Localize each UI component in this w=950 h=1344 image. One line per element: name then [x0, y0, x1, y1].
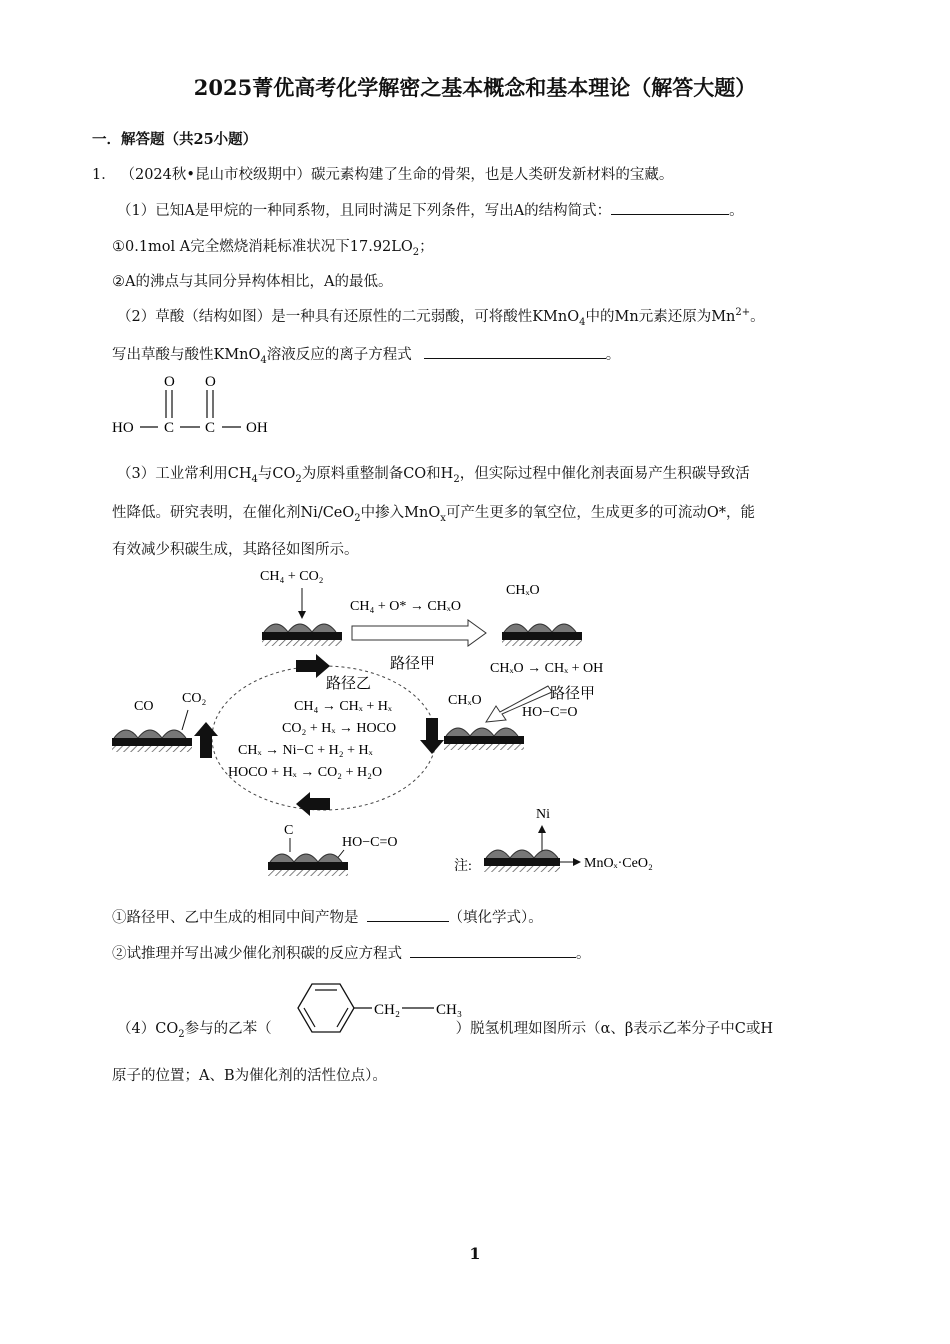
- answer-blank-4[interactable]: [410, 943, 576, 958]
- answer-blank-1[interactable]: [611, 200, 729, 215]
- condition-1-text: ①0.1mol A完全燃烧消耗标准状况下17.92LO: [112, 239, 413, 255]
- part3-line-1: （3）工业常利用$CH_4$与$CO_2$为原料重整制备CO和$H_2$，但实际过程中催化剂表面易产生积碳导致活: [117, 466, 750, 485]
- part2-text-c: 写出草酸与酸性KMnO: [112, 347, 261, 363]
- legend-catalyst: [484, 850, 560, 872]
- reactants-label: CH₄ + CO₂: [260, 569, 324, 584]
- note-label: 注:: [454, 859, 472, 874]
- part4-text: （4）CO: [117, 1021, 179, 1037]
- condition-1: ①0.1mol A完全燃烧消耗标准状况下$17.92LO_2$；: [112, 239, 434, 258]
- part3-text: 与CO: [257, 466, 296, 482]
- solid-arrow: [296, 654, 330, 678]
- punct: 。: [605, 347, 621, 363]
- ch3-label: CH₃: [436, 1002, 463, 1018]
- subq-text: ①路径甲、乙中生成的相同中间产物是: [112, 910, 359, 926]
- oxalic-acid-structure: [108, 368, 278, 444]
- section-heading: 一．解答题（共25小题）: [92, 131, 258, 148]
- mnox-ceo2-label: MnOₓ·CeO₂: [584, 856, 653, 871]
- hoco-label-2: HO−C=O: [342, 835, 398, 850]
- part3-text: 可产生更多的氧空位，生成更多的可流动O*，能: [445, 505, 756, 521]
- answer-blank-2[interactable]: [424, 344, 606, 359]
- oxygen-label: O: [164, 374, 175, 390]
- co2-label: CO₂: [182, 691, 207, 706]
- oh-label: OH: [246, 420, 268, 436]
- co-label: CO: [134, 699, 154, 714]
- ho-label: HO: [112, 420, 134, 436]
- part3-text: 为原料重整制备CO和H: [301, 466, 454, 482]
- chxo-label-2: CHₓO: [448, 693, 482, 708]
- hollow-arrow: [352, 620, 486, 646]
- punct: 。: [750, 309, 765, 325]
- part3-line-3: 有效减少积碳生成，其路径如图所示。: [112, 542, 359, 558]
- ethylbenzene-structure: [284, 976, 476, 1040]
- reaction-pathway-diagram: [108, 562, 688, 882]
- carbon-label: C: [205, 420, 216, 436]
- part4-text: 参与的乙苯（: [184, 1021, 272, 1037]
- path-b-equation-1: CH₄ → CHₓ + Hₓ: [294, 699, 392, 714]
- cycle-ellipse: [212, 666, 436, 810]
- part2-text-a: （2）草酸（结构如图）是一种具有还原性的二元弱酸，可将酸性KMnO: [117, 309, 580, 325]
- part2-prompt: （2）草酸（结构如图）是一种具有还原性的二元弱酸，可将酸性KMnO$_4$中的Mn元素还原为$Mn^{2+}$。: [117, 307, 765, 328]
- subq-text-end: （填化学式）。: [448, 910, 543, 926]
- part3-text: （3）工业常利用CH: [117, 466, 252, 482]
- punct: 。: [576, 946, 591, 962]
- part3-text: ，但实际过程中催化剂表面易产生积碳导致活: [459, 466, 750, 482]
- subq-text: ②试推理并写出减少催化剂积碳的反应方程式: [112, 946, 402, 962]
- charge-sup: 2+: [735, 307, 751, 319]
- intro-text: （2024秋•昆山市校级期中）碳元素构建了生命的骨架，也是人类研发新材料的宝藏。: [127, 167, 674, 183]
- solid-arrow: [296, 792, 330, 816]
- page-title: 2025菁优高考化学解密之基本概念和基本理论（解答大题）: [193, 75, 757, 100]
- catalyst-surface: [268, 854, 348, 876]
- hoco-label: HO−C=O: [522, 705, 578, 720]
- chxo-label: CHₓO: [506, 583, 540, 598]
- punct: 。: [729, 203, 744, 219]
- solid-arrow: [420, 718, 444, 754]
- question-intro: [92, 163, 673, 184]
- part4-line-1: $(4)CO_2$参与的乙苯（ ）脱氢机理如图所示（α、β表示乙苯分子中C或H: [117, 1021, 774, 1040]
- path-b-equation-4: HOCO + Hₓ → CO₂ + H₂O: [228, 765, 383, 780]
- path-b-equation-2: CO₂ + Hₓ → HOCO: [282, 721, 397, 736]
- condition-2: ②A的沸点与其同分异构体相比，A的最低。: [112, 274, 393, 290]
- path-a-equation: CH₄ + O* → CHₓO: [350, 599, 461, 614]
- catalyst-surface: [112, 730, 192, 752]
- part2-prompt-b: 写出草酸与酸性KMnO$_4$溶液反应的离子方程式 。: [112, 343, 620, 366]
- carbon-label: C: [164, 420, 175, 436]
- catalyst-surface: [444, 728, 524, 750]
- part1-prompt: [117, 199, 744, 220]
- catalyst-surface: [502, 624, 582, 646]
- ch2-label: CH₂: [374, 1002, 401, 1018]
- question-number: 1．: [92, 167, 116, 183]
- subq-3-1: [112, 906, 543, 927]
- part3-text: 性降低。研究表明，在催化剂Ni/CeO: [112, 505, 355, 521]
- path-a-label-2: 路径甲: [550, 686, 596, 702]
- carbon-label: C: [284, 823, 294, 838]
- path-b-equation-3: CHₓ → Ni−C + H₂ + Hₓ: [238, 743, 373, 758]
- part3-line-2: 性降低。研究表明，在催化剂Ni/CeO$_2$中掺入MnO$_x$可产生更多的氧空位，生成更多的可流动O*，能: [112, 505, 756, 524]
- path-a-label: 路径甲: [390, 656, 436, 672]
- path-b-label: 路径乙: [326, 676, 372, 692]
- oxygen-label: O: [205, 374, 216, 390]
- part2-text-b: 中的Mn元素还原为Mn: [585, 309, 736, 325]
- page-number: 1: [469, 1244, 481, 1263]
- answer-blank-3[interactable]: [367, 907, 449, 922]
- ni-label: Ni: [536, 807, 550, 822]
- subq-3-2: [112, 942, 591, 963]
- catalyst-surface: [262, 624, 342, 646]
- punct: ；: [419, 239, 434, 255]
- path-a-equation-2: CHₓO → CHₓ + OH: [490, 661, 604, 676]
- part4-text: ）脱氢机理如图所示（α、β表示乙苯分子中C或H: [455, 1021, 774, 1037]
- part2-text-d: 溶液反应的离子方程式: [266, 347, 412, 363]
- part4-line-2: 原子的位置；A、B为催化剂的活性位点）。: [112, 1068, 387, 1084]
- part1-text: （1）已知A是甲烷的一种同系物，且同时满足下列条件，写出A的结构简式：: [117, 203, 612, 219]
- part3-text: 中掺入MnO: [360, 505, 441, 521]
